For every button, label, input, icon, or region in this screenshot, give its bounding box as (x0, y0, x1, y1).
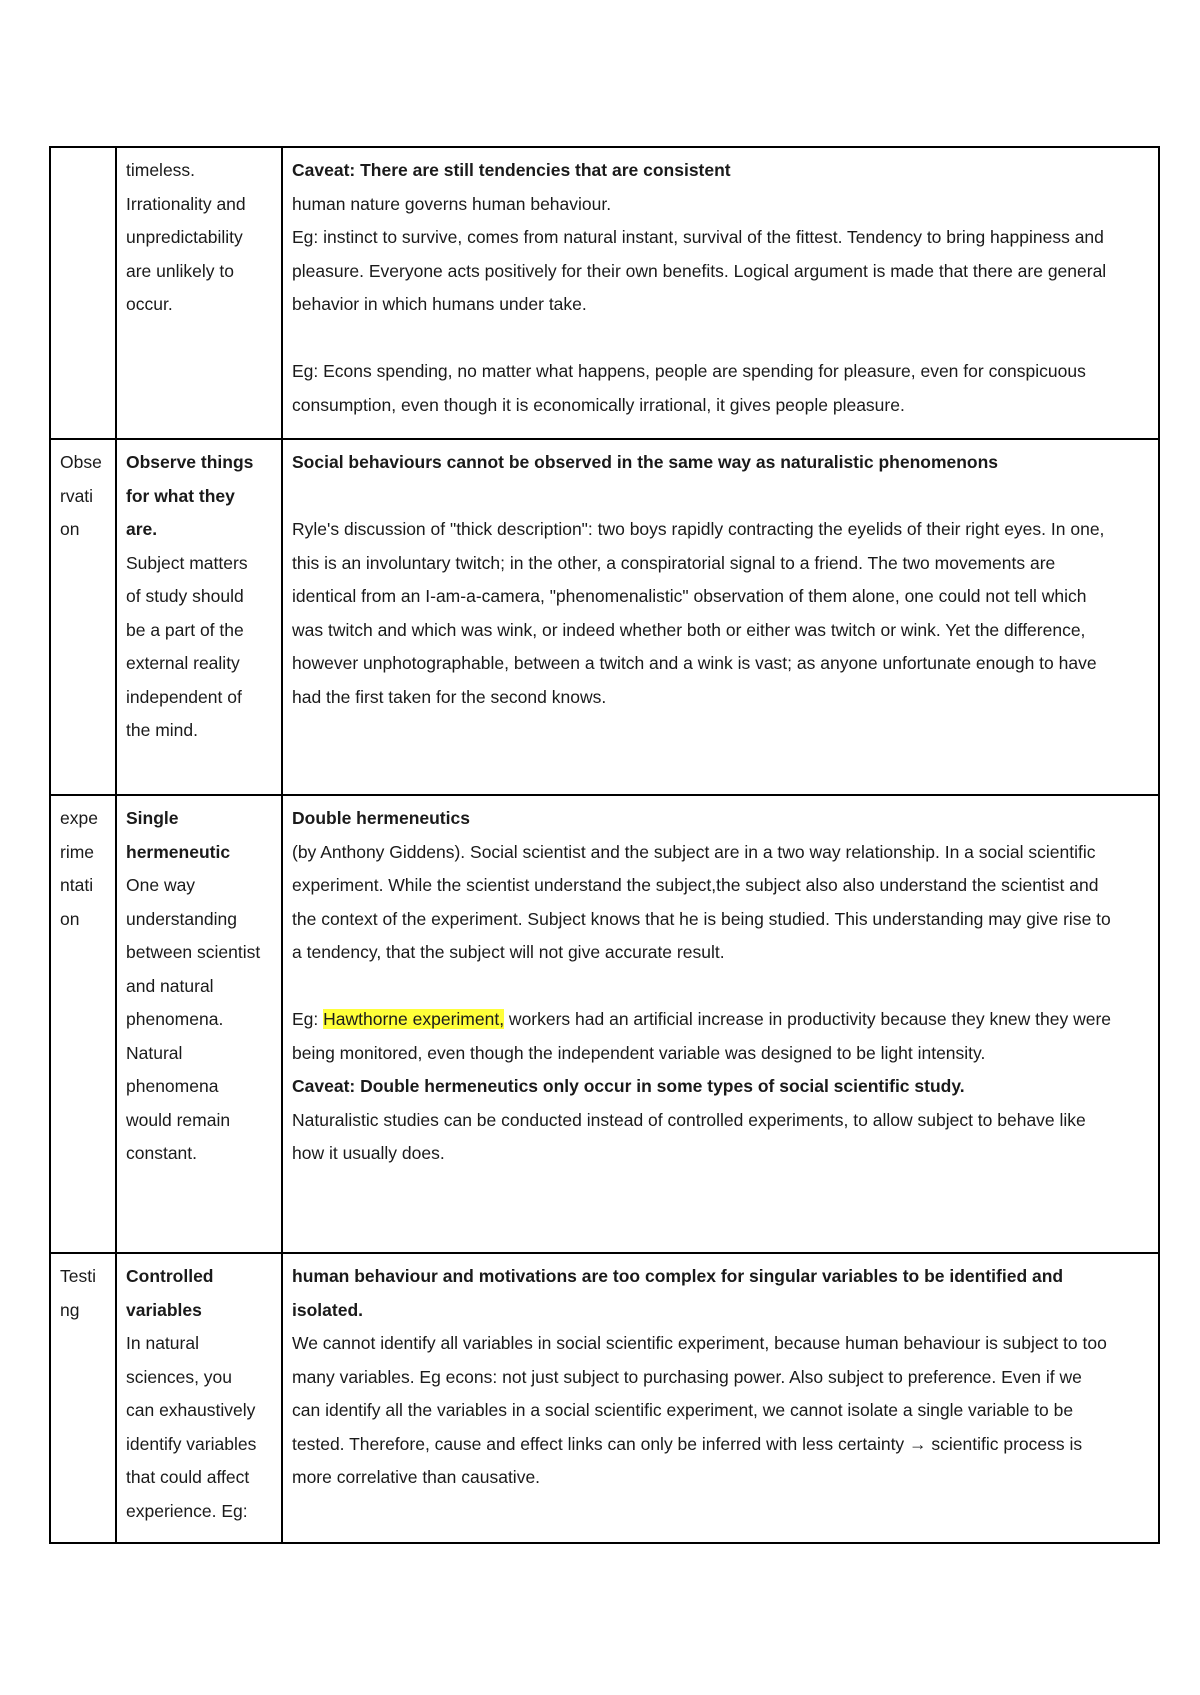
concept-text-line: Subject matters (126, 552, 248, 573)
concept-text-line: be a part of the (126, 619, 244, 640)
argument-text-line: Eg: Econs spending, no matter what happens, people are spending for pleasure, even for conspicuous (292, 361, 1086, 381)
concept-text-line: external reality (126, 653, 240, 673)
example-rest: workers had an artificial increase in productivity because they knew they were (504, 1009, 1112, 1029)
paragraph-gap (292, 480, 1150, 514)
argument-text-line: Eg: instinct to survive, comes from natural instant, survival of the fittest. Tendency to bring happiness and (292, 227, 1104, 247)
concept-text-line: unpredictability (126, 227, 243, 247)
concept-text-line: experience. Eg: (126, 1500, 248, 1521)
argument-text-line: pleasure. Everyone acts positively for their own benefits. Logical argument is made that there are general (292, 260, 1107, 281)
concept-text-line: sciences, you (126, 1366, 233, 1387)
concept-text-line: of study should (126, 586, 244, 606)
concept-heading-line: for what they (126, 485, 235, 506)
concept-text-line: and natural (126, 975, 214, 996)
notes-table (49, 146, 1160, 1544)
argument-text-line: many variables. Eg econs: not just subject to purchasing power. Also subject to preference. Even if we (292, 1366, 1082, 1387)
row-argument-cell (282, 795, 1159, 1253)
row-label-line: rvati (60, 485, 94, 506)
row-concept-cell (116, 439, 282, 795)
row-concept-cell (116, 795, 282, 1253)
argument-text-line: tested. Therefore, cause and effect links can only be inferred with less certainty → scientific process is (292, 1433, 1083, 1454)
row-label-cell (50, 795, 116, 1253)
concept-heading-line: variables (126, 1299, 202, 1320)
row-label-cell (50, 147, 116, 439)
argument-heading: Double hermeneutics (292, 808, 470, 828)
argument-text-line: was twitch and which was wink, or indeed whether both or either was twitch or wink. Yet the difference, (292, 619, 1086, 640)
argument-text-line: a tendency, that the subject will not give accurate result. (292, 942, 725, 962)
table-row-observation (50, 439, 1159, 795)
row-label-line: ntati (60, 875, 94, 895)
paragraph-gap (292, 970, 1150, 1004)
concept-heading-line: are. (126, 519, 158, 539)
concept-text-line: the mind. (126, 720, 198, 740)
concept-text-line: are unlikely to (126, 260, 234, 281)
row-label-line: rime (60, 841, 95, 862)
row-argument-cell (282, 147, 1159, 439)
argument-text-line: behavior in which humans under take. (292, 294, 587, 314)
concept-heading-line: Controlled (126, 1266, 214, 1286)
concept-heading-line: Observe things (126, 452, 254, 472)
concept-text-line: that could affect (126, 1467, 250, 1487)
concept-text-line: understanding (126, 908, 237, 929)
row-label-line: expe (60, 808, 98, 828)
concept-text-line: In natural (126, 1333, 199, 1353)
caveat-heading: Caveat: Double hermeneutics only occur in some types of social scientific study. (292, 1076, 965, 1096)
row-label-line: ng (60, 1299, 80, 1320)
argument-heading: Caveat: There are still tendencies that are consistent (292, 160, 731, 180)
concept-text-line: constant. (126, 1143, 198, 1163)
row-label-cell (50, 439, 116, 795)
row-concept-cell (116, 1253, 282, 1543)
row-label-line: on (60, 519, 80, 539)
argument-text-line: can identify all the variables in a social scientific experiment, we cannot isolate a single variable to be (292, 1400, 1074, 1420)
table-row-continuation (50, 147, 1159, 439)
argument-text-line: however unphotographable, between a twitch and a wink is vast; as anyone unfortunate enough to have (292, 653, 1097, 673)
argument-heading: human behaviour and motivations are too complex for singular variables to be identified and (292, 1266, 1064, 1286)
concept-text-line: Irrationality and (126, 193, 246, 214)
concept-text-line: independent of (126, 686, 242, 707)
argument-text-line: identical from an I-am-a-camera, "phenomenalistic" observation of them alone, one could not tell which (292, 586, 1087, 606)
concept-text-line: phenomena. (126, 1009, 224, 1029)
concept-text-line: occur. (126, 294, 173, 314)
concept-text-line: phenomena (126, 1076, 219, 1096)
argument-text-line: We cannot identify all variables in social scientific experiment, because human behaviour is subject to too (292, 1333, 1107, 1353)
argument-text-line: this is an involuntary twitch; in the other, a conspiratorial signal to a friend. The two movements are (292, 552, 1056, 573)
argument-text-line: had the first taken for the second knows. (292, 686, 607, 707)
argument-text-line: (by Anthony Giddens). Social scientist and the subject are in a two way relationship. In a social scientific (292, 841, 1096, 862)
concept-text-line: timeless. (126, 160, 196, 180)
paragraph-gap (292, 322, 1150, 356)
row-label-line: on (60, 908, 80, 929)
argument-heading: isolated. (292, 1299, 363, 1320)
table-row-testing (50, 1253, 1159, 1543)
argument-text-line: experiment. While the scientist understand the subject,the subject also also understand the scientist and (292, 875, 1099, 895)
row-argument-cell (282, 439, 1159, 795)
row-label-cell (50, 1253, 116, 1543)
example-line (292, 1003, 1150, 1037)
concept-text-line: can exhaustively (126, 1400, 256, 1420)
argument-heading: Social behaviours cannot be observed in the same way as naturalistic phenomenons (292, 452, 999, 472)
row-concept-cell (116, 147, 282, 439)
concept-heading-line: Single (126, 808, 179, 828)
argument-text-line: human nature governs human behaviour. (292, 193, 612, 214)
argument-text-line: Naturalistic studies can be conducted instead of controlled experiments, to allow subject to behave like (292, 1109, 1086, 1130)
concept-text-line: One way (126, 875, 196, 895)
example-prefix: Eg: (292, 1009, 324, 1029)
argument-text-line: more correlative than causative. (292, 1467, 541, 1487)
concept-text-line: between scientist (126, 942, 261, 962)
concept-text-line: identify variables (126, 1433, 257, 1454)
argument-text-line: consumption, even though it is economically irrational, it gives people pleasure. (292, 394, 905, 415)
table-row-experimentation (50, 795, 1159, 1253)
concept-text-line: would remain (126, 1109, 231, 1130)
row-argument-cell (282, 1253, 1159, 1543)
concept-heading-line: hermeneutic (126, 841, 231, 862)
concept-text-line: Natural (126, 1042, 183, 1063)
highlighted-term: Hawthorne experiment, (323, 1009, 505, 1029)
argument-text-line: Ryle's discussion of "thick description": two boys rapidly contracting the eyelids of their right eyes. In one, (292, 519, 1105, 539)
argument-text-line: being monitored, even though the independent variable was designed to be light intensity. (292, 1042, 986, 1063)
argument-text-line: how it usually does. (292, 1143, 445, 1163)
row-label-line: Testi (60, 1266, 96, 1286)
argument-text-line: the context of the experiment. Subject knows that he is being studied. This understanding may give rise to (292, 908, 1111, 929)
row-label-line: Obse (60, 452, 102, 472)
